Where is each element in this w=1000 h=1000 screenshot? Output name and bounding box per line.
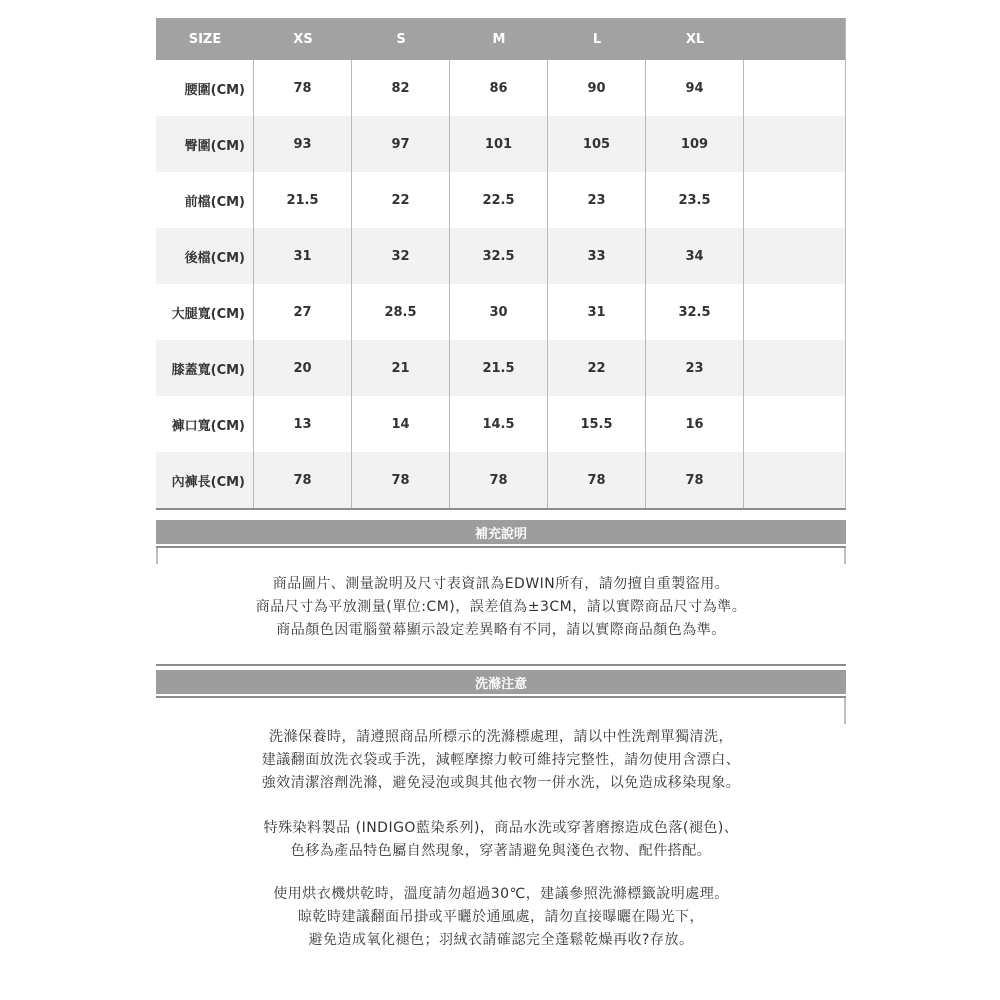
notes-line: 商品顏色因電腦螢幕顯示設定差異略有不同，請以實際商品顏色為準。 (276, 622, 726, 638)
row-label: 膝蓋寬(CM) (156, 340, 254, 396)
divider-tick (844, 548, 846, 564)
table-cell-empty (744, 60, 846, 116)
table-cell: 78 (548, 452, 646, 508)
header-cell: XL (685, 31, 705, 47)
table-row (156, 284, 846, 340)
table-row (156, 116, 846, 172)
washing-line: 特殊染料製品 (INDIGO藍染系列)，商品水洗或穿著磨擦造成色落(褪色)、 (263, 820, 739, 836)
table-cell: 78 (352, 452, 450, 508)
washing-line: 洗滌保養時，請遵照商品所標示的洗滌標處理，請以中性洗劑單獨清洗， (269, 729, 733, 745)
notes-line: 商品尺寸為平放測量(單位:CM)，誤差值為±3CM，請以實際商品尺寸為準。 (255, 599, 747, 615)
table-cell-empty (744, 228, 846, 284)
row-label: 腰圍(CM) (156, 60, 254, 116)
table-cell: 86 (450, 60, 548, 116)
header-cell: XS (293, 31, 313, 47)
divider-tick (844, 698, 846, 724)
table-cell: 78 (450, 452, 548, 508)
table-cell: 14.5 (450, 396, 548, 452)
table-cell: 22 (352, 172, 450, 228)
table-cell: 78 (646, 452, 744, 508)
table-cell-empty (744, 396, 846, 452)
table-cell: 78 (254, 60, 352, 116)
header-cell: SIZE (188, 31, 222, 47)
table-cell: 28.5 (352, 284, 450, 340)
divider-tick (156, 548, 158, 564)
table-cell: 21 (352, 340, 450, 396)
table-cell: 21.5 (450, 340, 548, 396)
table-row (156, 340, 846, 396)
table-cell: 23 (548, 172, 646, 228)
washing-top-divider (156, 664, 846, 666)
table-cell: 23 (646, 340, 744, 396)
table-cell: 90 (548, 60, 646, 116)
table-cell: 94 (646, 60, 744, 116)
table-bottom-rule (156, 508, 846, 510)
notes-paragraph (156, 573, 846, 642)
table-row (156, 60, 846, 116)
table-cell-empty (744, 116, 846, 172)
washing-paragraph-1 (156, 726, 846, 795)
washing-line: 使用烘衣機烘乾時，溫度請勿超過30℃，建議參照洗滌標籤說明處理。 (273, 886, 729, 902)
table-cell: 13 (254, 396, 352, 452)
table-cell-empty (744, 452, 846, 508)
row-label: 臀圍(CM) (156, 116, 254, 172)
header-cell: M (492, 31, 506, 47)
table-cell: 34 (646, 228, 744, 284)
table-cell: 27 (254, 284, 352, 340)
washing-line: 避免造成氧化褪色；羽絨衣請確認完全蓬鬆乾燥再收?存放。 (308, 932, 694, 948)
table-cell-empty (744, 284, 846, 340)
table-cell: 97 (352, 116, 450, 172)
washing-divider (156, 696, 846, 698)
table-cell: 16 (646, 396, 744, 452)
table-cell: 31 (548, 284, 646, 340)
size-table (156, 18, 846, 510)
table-cell: 22.5 (450, 172, 548, 228)
table-cell: 32 (352, 228, 450, 284)
table-cell: 32.5 (450, 228, 548, 284)
table-cell: 109 (646, 116, 744, 172)
table-row (156, 452, 846, 508)
header-cell: L (592, 31, 602, 47)
washing-line: 建議翻面放洗衣袋或手洗，減輕摩擦力較可維持完整性，請勿使用含漂白、 (261, 752, 741, 768)
washing-paragraph-2 (156, 817, 846, 863)
table-cell: 105 (548, 116, 646, 172)
notes-title-bar (156, 520, 846, 544)
header-cell: S (396, 31, 406, 47)
table-cell: 22 (548, 340, 646, 396)
table-cell: 101 (450, 116, 548, 172)
table-cell: 78 (254, 452, 352, 508)
table-cell: 82 (352, 60, 450, 116)
notes-line: 商品圖片、測量說明及尺寸表資訊為EDWIN所有，請勿擅自重製盜用。 (272, 576, 730, 592)
row-label: 褲口寬(CM) (156, 396, 254, 452)
table-cell: 30 (450, 284, 548, 340)
table-header-row (156, 18, 846, 60)
table-cell: 20 (254, 340, 352, 396)
table-cell: 31 (254, 228, 352, 284)
table-cell: 14 (352, 396, 450, 452)
washing-title-bar (156, 670, 846, 694)
table-cell: 21.5 (254, 172, 352, 228)
table-cell: 23.5 (646, 172, 744, 228)
table-row (156, 228, 846, 284)
table-cell: 33 (548, 228, 646, 284)
table-cell: 32.5 (646, 284, 744, 340)
washing-line: 色移為產品特色屬自然現象，穿著請避免與淺色衣物、配件搭配。 (290, 843, 712, 859)
washing-paragraph-3 (156, 883, 846, 952)
table-cell: 15.5 (548, 396, 646, 452)
notes-divider (156, 546, 846, 548)
row-label: 大腿寬(CM) (156, 284, 254, 340)
table-cell-empty (744, 172, 846, 228)
table-cell-empty (744, 340, 846, 396)
washing-line: 強效清潔溶劑洗滌，避免浸泡或與其他衣物一併水洗，以免造成移染現象。 (261, 775, 741, 791)
row-label: 內褲長(CM) (156, 452, 254, 508)
row-label: 後檔(CM) (156, 228, 254, 284)
table-cell: 93 (254, 116, 352, 172)
row-label: 前檔(CM) (156, 172, 254, 228)
header-cell-empty (744, 18, 846, 60)
table-row (156, 172, 846, 228)
notes-title: 補充說明 (474, 526, 527, 542)
table-row (156, 396, 846, 452)
washing-title: 洗滌注意 (474, 676, 527, 692)
washing-line: 晾乾時建議翻面吊掛或平曬於通風處，請勿直接曝曬在陽光下， (298, 909, 704, 925)
